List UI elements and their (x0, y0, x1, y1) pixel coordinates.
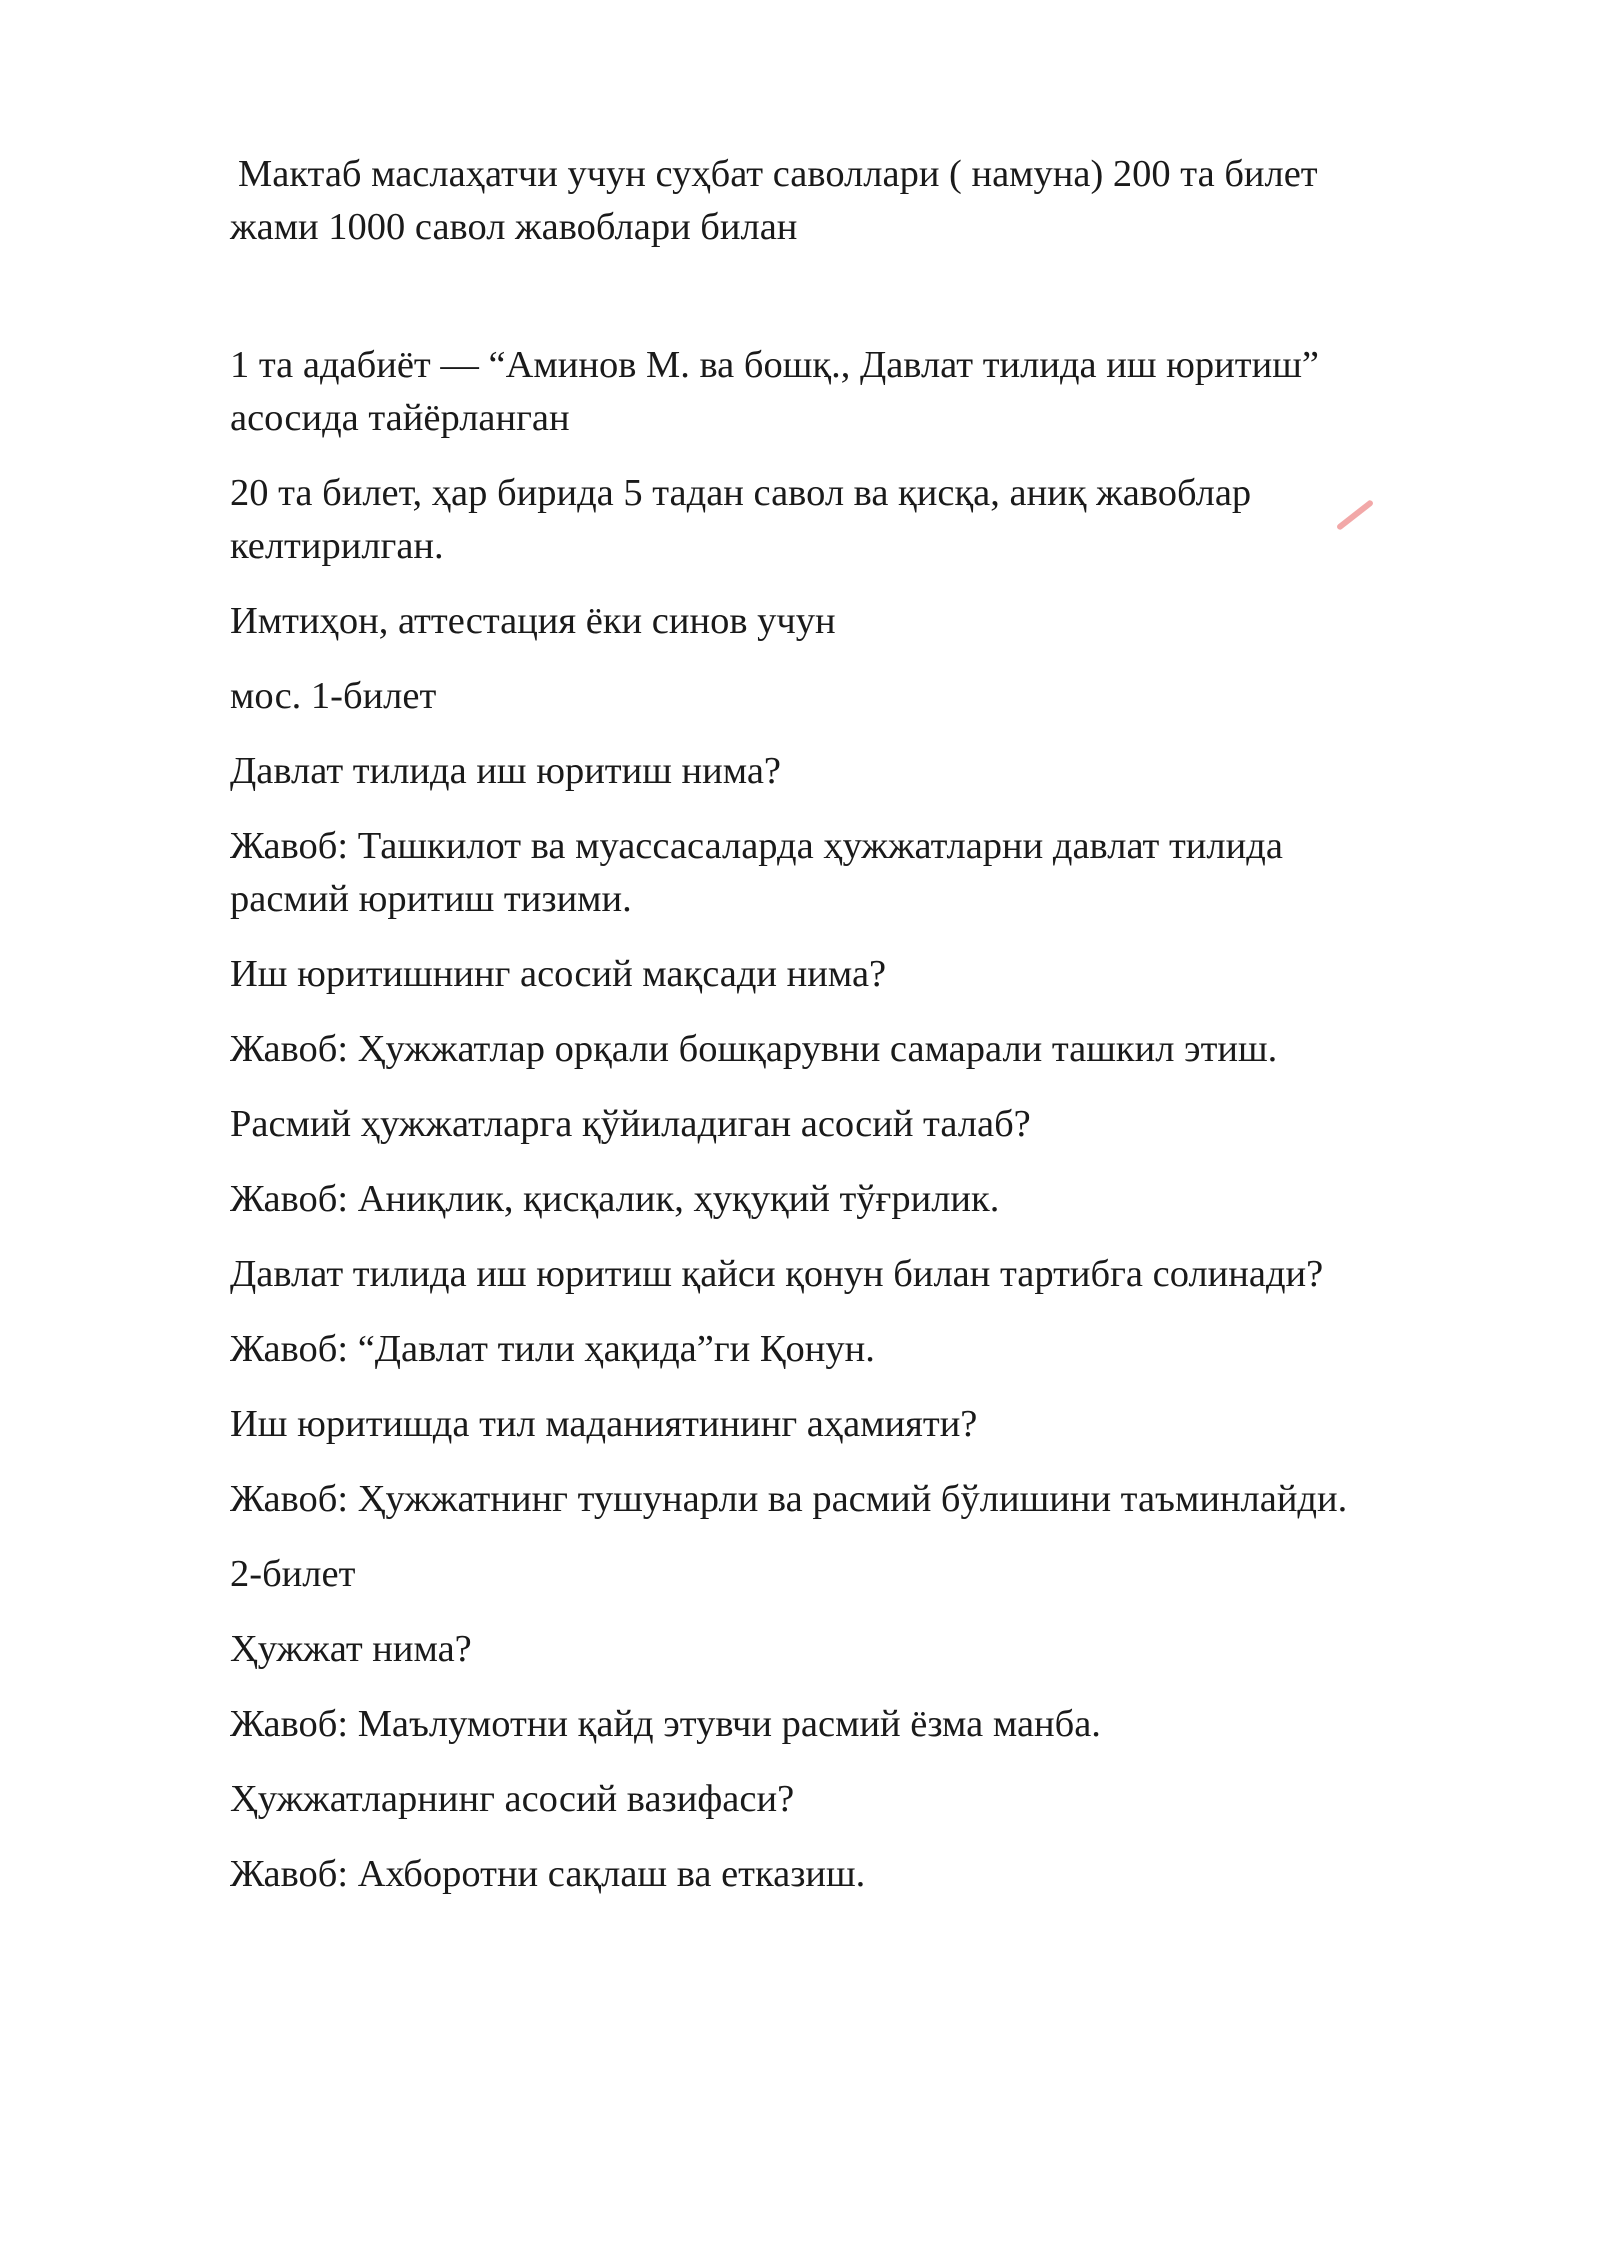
ticket-2-question-1: Ҳужжат нима? (230, 1628, 472, 1670)
answer-1-line-2: расмий юритиш тизими. (230, 878, 632, 920)
intro-paragraph (230, 339, 1530, 445)
intro-line-2: асосида тайёрланган (230, 397, 570, 439)
ticket-2-question-2: Ҳужжатларнинг асосий вазифаси? (230, 1778, 795, 1820)
intro2-line-2: келтирилган. (230, 525, 444, 567)
ticket-2-answer-2: Жавоб: Ахборотни сақлаш ва етказиш. (230, 1853, 866, 1895)
ticket-1-answer-5: Жавоб: Ҳужжатнинг тушунарли ва расмий бўлишини таъминлайди. (230, 1478, 1348, 1520)
ticket-1-question-5: Иш юритишда тил маданиятининг аҳамияти? (230, 1403, 978, 1445)
answer-1-line-1: Жавоб: Ташкилот ва муассасаларда ҳужжатларни давлат тилида (230, 825, 1283, 867)
intro-tickets-paragraph (230, 467, 1530, 573)
ticket-1-heading: мос. 1-билет (230, 675, 437, 717)
ticket-1-question-3: Расмий ҳужжатларга қўйиладиган асосий талаб? (230, 1103, 1031, 1145)
ticket-1-answer-4: Жавоб: “Давлат тили ҳақида”ги Қонун. (230, 1328, 875, 1370)
ticket-1-question-1: Давлат тилида иш юритиш нима? (230, 750, 781, 792)
ticket-2-answer-1: Жавоб: Маълумотни қайд этувчи расмий ёзма манба. (230, 1703, 1101, 1745)
title-line-2: жами 1000 савол жавоблари билан (230, 206, 798, 248)
ticket-2-heading: 2-билет (230, 1553, 356, 1595)
ticket-1-question-2: Иш юритишнинг асосий мақсади нима? (230, 953, 887, 995)
ticket-1-answer-2: Жавоб: Ҳужжатлар орқали бошқарувни самарали ташкил этиш. (230, 1028, 1278, 1070)
title-line-1: Мактаб маслаҳатчи учун суҳбат саволлари ( намуна) 200 та билет (238, 153, 1318, 195)
purpose-text: Имтиҳон, аттестация ёки синов учун (230, 600, 836, 642)
document-title (230, 148, 1530, 254)
ticket-1-answer-1 (230, 820, 1530, 926)
document-body (230, 148, 1530, 1901)
ticket-1-answer-3: Жавоб: Аниқлик, қисқалик, ҳуқуқий тўғрилик. (230, 1178, 1000, 1220)
intro-line-1: 1 та адабиёт — “Аминов М. ва бошқ., Давлат тилида иш юритиш” (230, 344, 1319, 386)
intro2-line-1: 20 та билет, ҳар бирида 5 тадан савол ва қисқа, аниқ жавоблар (230, 472, 1252, 514)
ticket-1-question-4: Давлат тилида иш юритиш қайси қонун билан тартибга солинади? (230, 1253, 1324, 1295)
